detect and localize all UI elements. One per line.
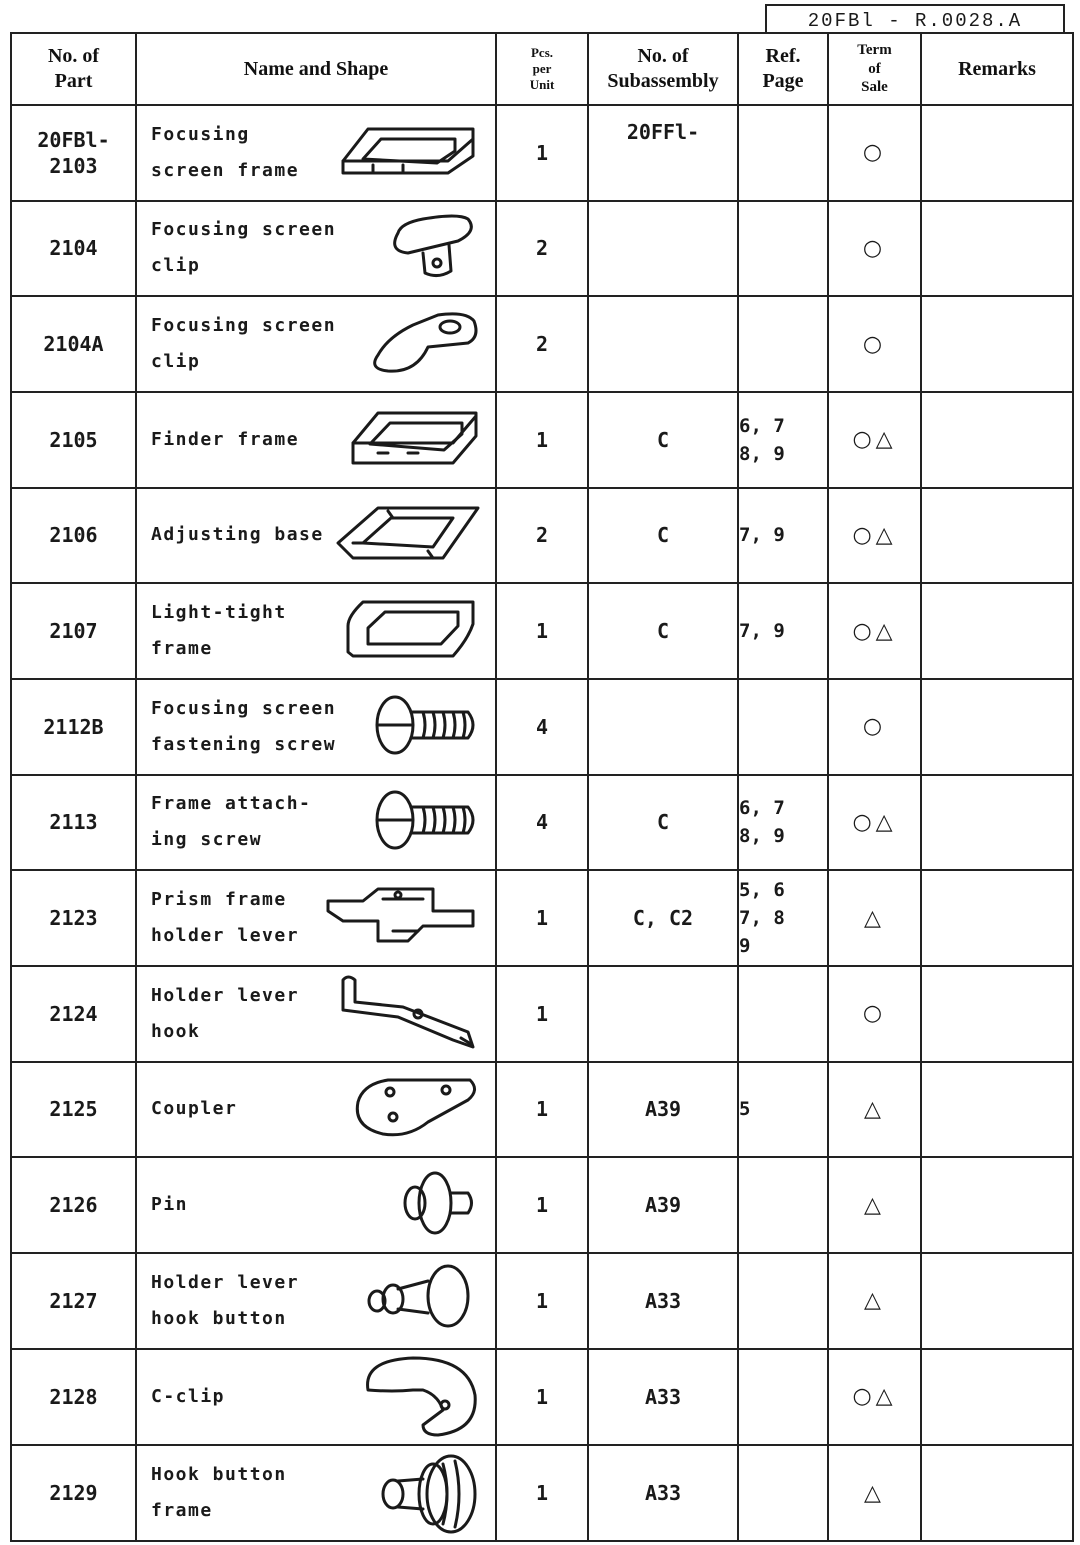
name-and-shape-cell — [136, 296, 496, 392]
reference-page — [738, 966, 828, 1062]
remarks — [921, 966, 1073, 1062]
reference-page — [738, 679, 828, 775]
table-row — [11, 870, 1073, 966]
part-name: Focusing screen clip — [151, 315, 337, 373]
table-header-row — [11, 33, 1073, 105]
remarks — [921, 201, 1073, 297]
c-clip-icon — [353, 1350, 483, 1444]
table-row — [11, 1253, 1073, 1349]
remarks — [921, 1349, 1073, 1446]
remarks — [921, 679, 1073, 775]
name-and-shape-cell — [136, 392, 496, 488]
term-of-sale — [828, 1157, 921, 1253]
header-ref-page: Ref. Page — [738, 33, 828, 105]
term-of-sale-symbol: ○△ — [852, 427, 897, 453]
screen-clip-alt-icon — [368, 307, 483, 381]
pieces-per-unit: 1 — [496, 966, 588, 1062]
term-of-sale — [828, 679, 921, 775]
remarks — [921, 1253, 1073, 1349]
header-subassembly: No. of Subassembly — [588, 33, 738, 105]
part-name: C-clip — [151, 1385, 226, 1407]
subassembly-number — [588, 966, 738, 1062]
subassembly-number — [588, 296, 738, 392]
reference-page — [738, 105, 828, 201]
term-of-sale — [828, 966, 921, 1062]
part-number: 2127 — [11, 1253, 136, 1349]
remarks — [921, 1157, 1073, 1253]
remarks — [921, 1445, 1073, 1541]
pieces-per-unit: 1 — [496, 1349, 588, 1446]
reference-page: 6, 7 8, 9 — [738, 392, 828, 488]
name-and-shape-cell — [136, 1445, 496, 1541]
reference-page — [738, 1349, 828, 1446]
pieces-per-unit: 4 — [496, 775, 588, 871]
subassembly-number — [588, 201, 738, 297]
term-of-sale — [828, 870, 921, 966]
term-of-sale-symbol: △ — [864, 1096, 885, 1122]
name-and-shape-cell — [136, 105, 496, 201]
pieces-per-unit: 1 — [496, 1157, 588, 1253]
part-name: Adjusting base — [151, 524, 324, 546]
table-row — [11, 296, 1073, 392]
remarks — [921, 775, 1073, 871]
pieces-per-unit: 1 — [496, 1253, 588, 1349]
term-of-sale-symbol: △ — [864, 1480, 885, 1506]
term-of-sale-symbol: △ — [864, 1192, 885, 1218]
subassembly-number: A33 — [588, 1253, 738, 1349]
pieces-per-unit: 1 — [496, 105, 588, 201]
remarks — [921, 1062, 1073, 1158]
name-and-shape-cell — [136, 679, 496, 775]
part-number: 2126 — [11, 1157, 136, 1253]
name-and-shape-cell — [136, 201, 496, 297]
reference-page: 7, 9 — [738, 583, 828, 679]
term-of-sale-symbol: △ — [864, 905, 885, 931]
term-of-sale-symbol: △ — [864, 1288, 885, 1314]
table-row — [11, 201, 1073, 297]
focusing-screen-frame-icon — [333, 121, 483, 185]
term-of-sale — [828, 296, 921, 392]
pieces-per-unit: 1 — [496, 392, 588, 488]
table-row — [11, 679, 1073, 775]
subassembly-number: 20FFl- — [588, 105, 738, 201]
reference-page — [738, 1445, 828, 1541]
term-of-sale — [828, 583, 921, 679]
part-name: Focusing screen fastening screw — [151, 697, 337, 755]
term-of-sale-symbol: ○ — [862, 331, 887, 357]
subassembly-number: C — [588, 583, 738, 679]
part-name: Holder lever hook button — [151, 1271, 300, 1329]
header-pcs-per-unit: Pcs. per Unit — [496, 33, 588, 105]
part-number: 2124 — [11, 966, 136, 1062]
reference-page: 5, 6 7, 8 9 — [738, 870, 828, 966]
remarks — [921, 583, 1073, 679]
remarks — [921, 105, 1073, 201]
part-number: 2104 — [11, 201, 136, 297]
term-of-sale — [828, 201, 921, 297]
hook-button-icon — [363, 1261, 483, 1340]
term-of-sale — [828, 1062, 921, 1158]
screw-icon — [373, 690, 483, 764]
holder-lever-icon — [323, 881, 483, 955]
table-row — [11, 392, 1073, 488]
adjusting-base-icon — [333, 503, 483, 567]
remarks — [921, 392, 1073, 488]
table-row — [11, 1157, 1073, 1253]
part-name: Holder lever hook — [151, 984, 300, 1042]
table-row — [11, 488, 1073, 584]
term-of-sale — [828, 488, 921, 584]
pieces-per-unit: 2 — [496, 201, 588, 297]
pieces-per-unit: 4 — [496, 679, 588, 775]
term-of-sale-symbol: ○ — [862, 140, 887, 166]
hook-button-frame-icon — [373, 1449, 483, 1538]
subassembly-number: A33 — [588, 1445, 738, 1541]
part-number: 2128 — [11, 1349, 136, 1446]
part-name: Hook button frame — [151, 1464, 287, 1522]
part-number: 20FBl- 2103 — [11, 105, 136, 201]
part-name: Pin — [151, 1194, 189, 1216]
subassembly-number: C — [588, 392, 738, 488]
part-number: 2125 — [11, 1062, 136, 1158]
term-of-sale — [828, 1445, 921, 1541]
subassembly-number: C, C2 — [588, 870, 738, 966]
part-name: Frame attach- ing screw — [151, 793, 312, 851]
pieces-per-unit: 1 — [496, 870, 588, 966]
term-of-sale-symbol: ○△ — [852, 522, 897, 548]
term-of-sale-symbol: ○ — [862, 235, 887, 261]
subassembly-number: A33 — [588, 1349, 738, 1446]
reference-page — [738, 296, 828, 392]
part-number: 2104A — [11, 296, 136, 392]
part-name: Light-tight frame — [151, 602, 287, 660]
remarks — [921, 488, 1073, 584]
term-of-sale — [828, 1253, 921, 1349]
name-and-shape-cell — [136, 870, 496, 966]
header-remarks: Remarks — [921, 33, 1073, 105]
subassembly-number: A39 — [588, 1062, 738, 1158]
header-part-no: No. of Part — [11, 33, 136, 105]
header-name-and-shape: Name and Shape — [136, 33, 496, 105]
term-of-sale — [828, 1349, 921, 1446]
name-and-shape-cell — [136, 1349, 496, 1446]
subassembly-number: C — [588, 488, 738, 584]
table-row — [11, 1062, 1073, 1158]
part-name: Finder frame — [151, 428, 300, 450]
part-name: Coupler — [151, 1098, 238, 1120]
screen-clip-icon — [383, 211, 483, 285]
pin-icon — [393, 1168, 483, 1242]
remarks — [921, 296, 1073, 392]
name-and-shape-cell — [136, 1062, 496, 1158]
term-of-sale — [828, 775, 921, 871]
document-reference-number: 20FBl - R.0028.A — [765, 4, 1065, 32]
reference-page — [738, 201, 828, 297]
screw-icon — [373, 785, 483, 859]
light-tight-frame-icon — [343, 594, 483, 668]
coupler-icon — [348, 1072, 483, 1146]
reference-page — [738, 1157, 828, 1253]
reference-page: 6, 7 8, 9 — [738, 775, 828, 871]
part-number: 2113 — [11, 775, 136, 871]
part-number: 2112B — [11, 679, 136, 775]
lever-hook-icon — [323, 972, 483, 1056]
term-of-sale-symbol: ○ — [862, 1001, 887, 1027]
table-row — [11, 1349, 1073, 1446]
subassembly-number — [588, 679, 738, 775]
finder-frame-icon — [348, 408, 483, 472]
pieces-per-unit: 1 — [496, 1062, 588, 1158]
reference-page: 5 — [738, 1062, 828, 1158]
term-of-sale — [828, 105, 921, 201]
part-number: 2123 — [11, 870, 136, 966]
pieces-per-unit: 1 — [496, 583, 588, 679]
subassembly-number: C — [588, 775, 738, 871]
name-and-shape-cell — [136, 966, 496, 1062]
part-name: Focusing screen clip — [151, 219, 337, 277]
name-and-shape-cell — [136, 1157, 496, 1253]
term-of-sale — [828, 392, 921, 488]
term-of-sale-symbol: ○△ — [852, 618, 897, 644]
remarks — [921, 870, 1073, 966]
term-of-sale-symbol: ○ — [862, 714, 887, 740]
subassembly-number: A39 — [588, 1157, 738, 1253]
name-and-shape-cell — [136, 1253, 496, 1349]
reference-page — [738, 1253, 828, 1349]
parts-table — [10, 32, 1074, 1542]
table-row — [11, 1445, 1073, 1541]
table-row — [11, 583, 1073, 679]
name-and-shape-cell — [136, 583, 496, 679]
part-name: Prism frame holder lever — [151, 889, 300, 947]
pieces-per-unit: 2 — [496, 296, 588, 392]
table-row — [11, 775, 1073, 871]
part-name: Focusing screen frame — [151, 123, 300, 181]
table-row — [11, 966, 1073, 1062]
part-number: 2106 — [11, 488, 136, 584]
part-number: 2129 — [11, 1445, 136, 1541]
reference-page: 7, 9 — [738, 488, 828, 584]
term-of-sale-symbol: ○△ — [852, 809, 897, 835]
term-of-sale-symbol: ○△ — [852, 1384, 897, 1410]
header-term-of-sale: Term of Sale — [828, 33, 921, 105]
part-number: 2105 — [11, 392, 136, 488]
pieces-per-unit: 1 — [496, 1445, 588, 1541]
table-row — [11, 105, 1073, 201]
pieces-per-unit: 2 — [496, 488, 588, 584]
name-and-shape-cell — [136, 488, 496, 584]
part-number: 2107 — [11, 583, 136, 679]
name-and-shape-cell — [136, 775, 496, 871]
